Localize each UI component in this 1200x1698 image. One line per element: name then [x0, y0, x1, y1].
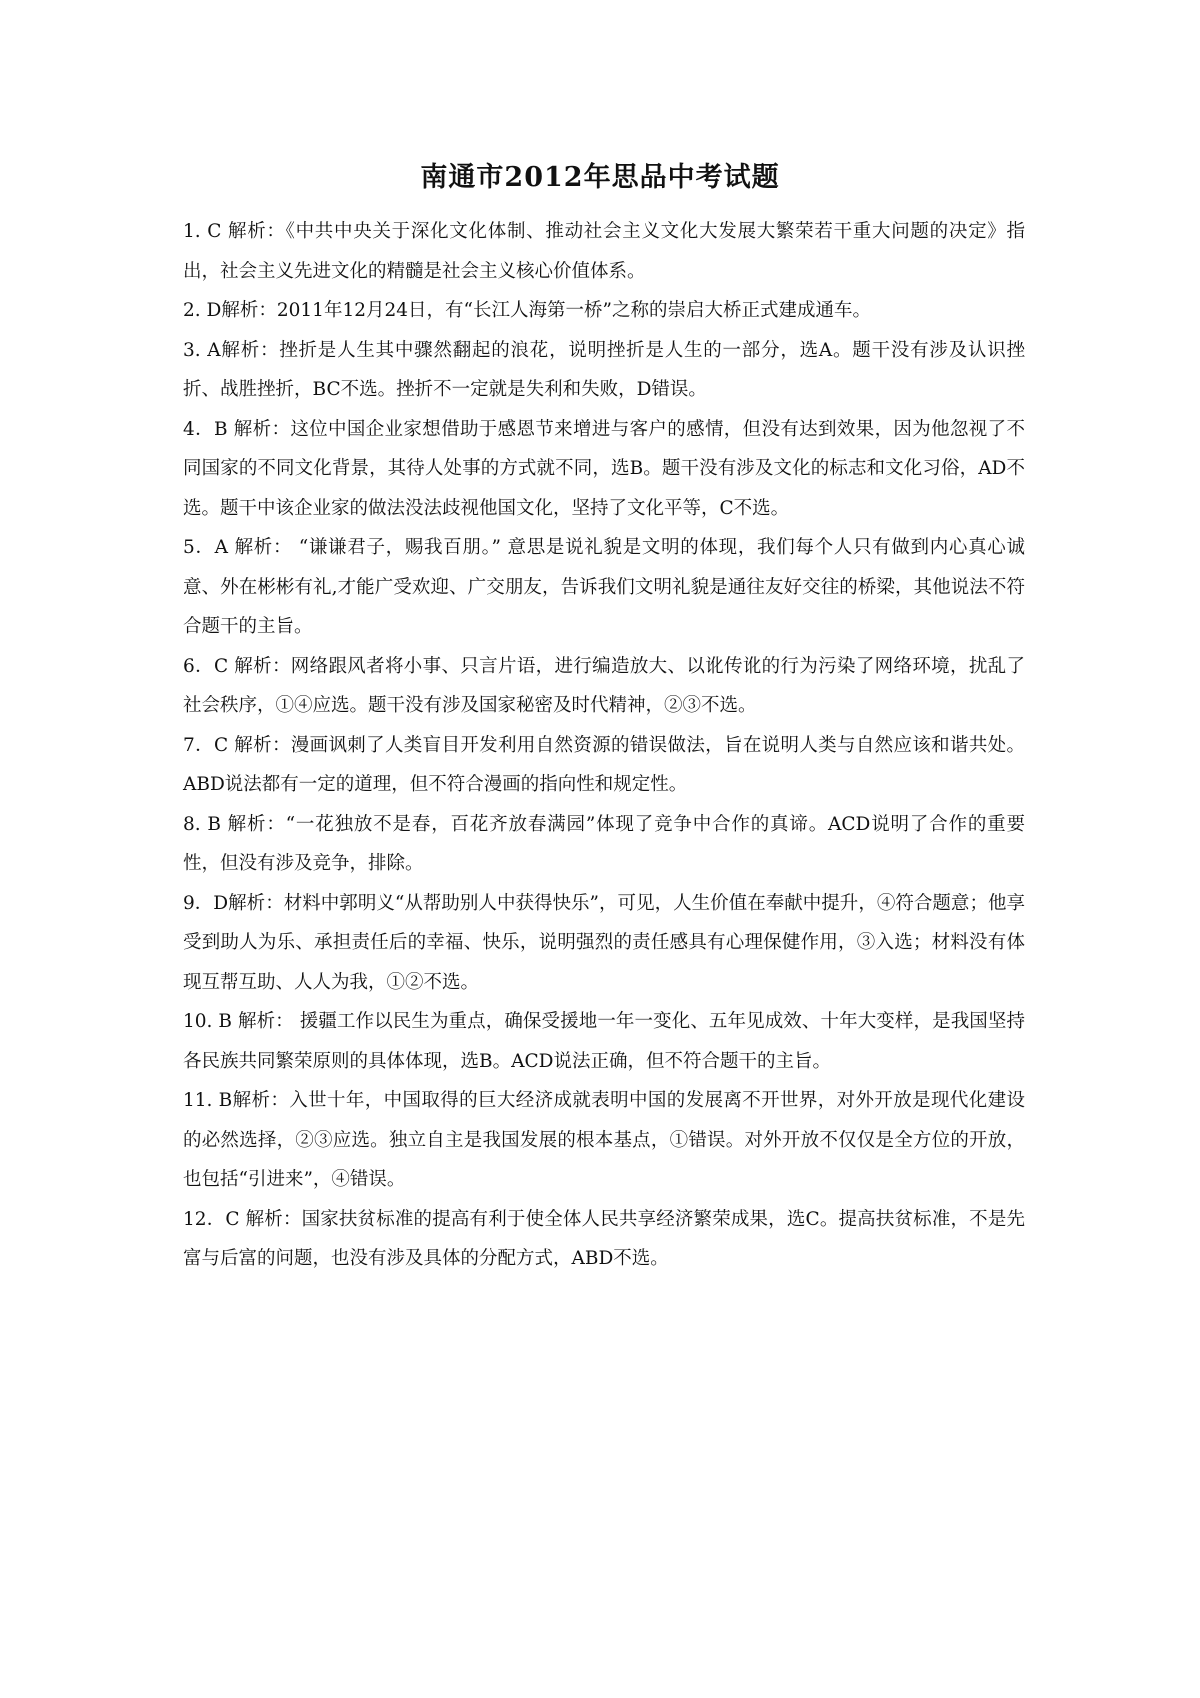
answer-item-12: 12．C 解析：国家扶贫标准的提高有利于使全体人民共享经济繁荣成果，选C。提高扶贫标准，不是先富与后富的问题，也没有涉及具体的分配方式，ABD不选。 — [183, 1208, 1025, 1269]
answer-item-9: 9．D解析：材料中郭明义“从帮助别人中获得快乐”，可见，人生价值在奉献中提升，④符合题意；他享受到助人为乐、承担责任后的幸福、快乐，说明强烈的责任感具有心理保健作用，③入选；材料没有体现互帮互助、人人为我，①②不选。 — [183, 892, 1025, 993]
answer-item-8: 8. B 解析：“一花独放不是春，百花齐放春满园”体现了竞争中合作的真谛。ACD说明了合作的重要性，但没有涉及竞争，排除。 — [183, 813, 1025, 874]
answer-item-11: 11. B解析：入世十年，中国取得的巨大经济成就表明中国的发展离不开世界，对外开放是现代化建设的必然选择，②③应选。独立自主是我国发展的根本基点，①错误。对外开放不仅仅是全方位的开放，也包括“引进来”，④错误。 — [183, 1090, 1025, 1190]
answer-item-2: 2. D解析：2011年12月24日，有“长江人海第一桥”之称的崇启大桥正式建成通车。 — [183, 300, 871, 321]
answer-list — [183, 212, 1025, 1279]
answer-item-1: 1. C 解析：《中共中央关于深化文化体制、推动社会主义文化大发展大繁荣若干重大问题的决定》指出，社会主义先进文化的精髓是社会主义核心价值体系。 — [183, 221, 1025, 282]
answer-item-10: 10. B 解析： 援疆工作以民生为重点，确保受援地一年一变化、五年见成效、十年大变样，是我国坚持各民族共同繁荣原则的具体体现，选B。ACD说法正确，但不符合题干的主旨。 — [183, 1011, 1025, 1072]
document-title: 南通市2012年思品中考试题 — [420, 162, 780, 193]
answer-item-6: 6．C 解析：网络跟风者将小事、只言片语，进行编造放大、以讹传讹的行为污染了网络环境，扰乱了社会秩序，①④应选。题干没有涉及国家秘密及时代精神，②③不选。 — [183, 655, 1025, 716]
answer-item-3: 3. A解析：挫折是人生其中骤然翻起的浪花，说明挫折是人生的一部分，选A。题干没有涉及认识挫折、战胜挫折，BC不选。挫折不一定就是失利和失败，D错误。 — [183, 339, 1025, 400]
answer-item-5: 5．A 解析： “谦谦君子，赐我百朋。” 意思是说礼貌是文明的体现，我们每个人只有做到内心真心诚意、外在彬彬有礼,才能广受欢迎、广交朋友，告诉我们文明礼貌是通往友好交往的桥梁，其他说法不符合题干的主旨。 — [183, 537, 1025, 637]
answer-item-7: 7．C 解析：漫画讽刺了人类盲目开发利用自然资源的错误做法，旨在说明人类与自然应该和谐共处。ABD说法都有一定的道理，但不符合漫画的指向性和规定性。 — [183, 734, 1025, 795]
answer-item-4: 4．B 解析：这位中国企业家想借助于感恩节来增进与客户的感情，但没有达到效果，因为他忽视了不同国家的不同文化背景，其待人处事的方式就不同，选B。题干没有涉及文化的标志和文化习俗，AD不选。题干中该企业家的做法没法歧视他国文化，坚持了文化平等，C不选。 — [183, 418, 1025, 519]
